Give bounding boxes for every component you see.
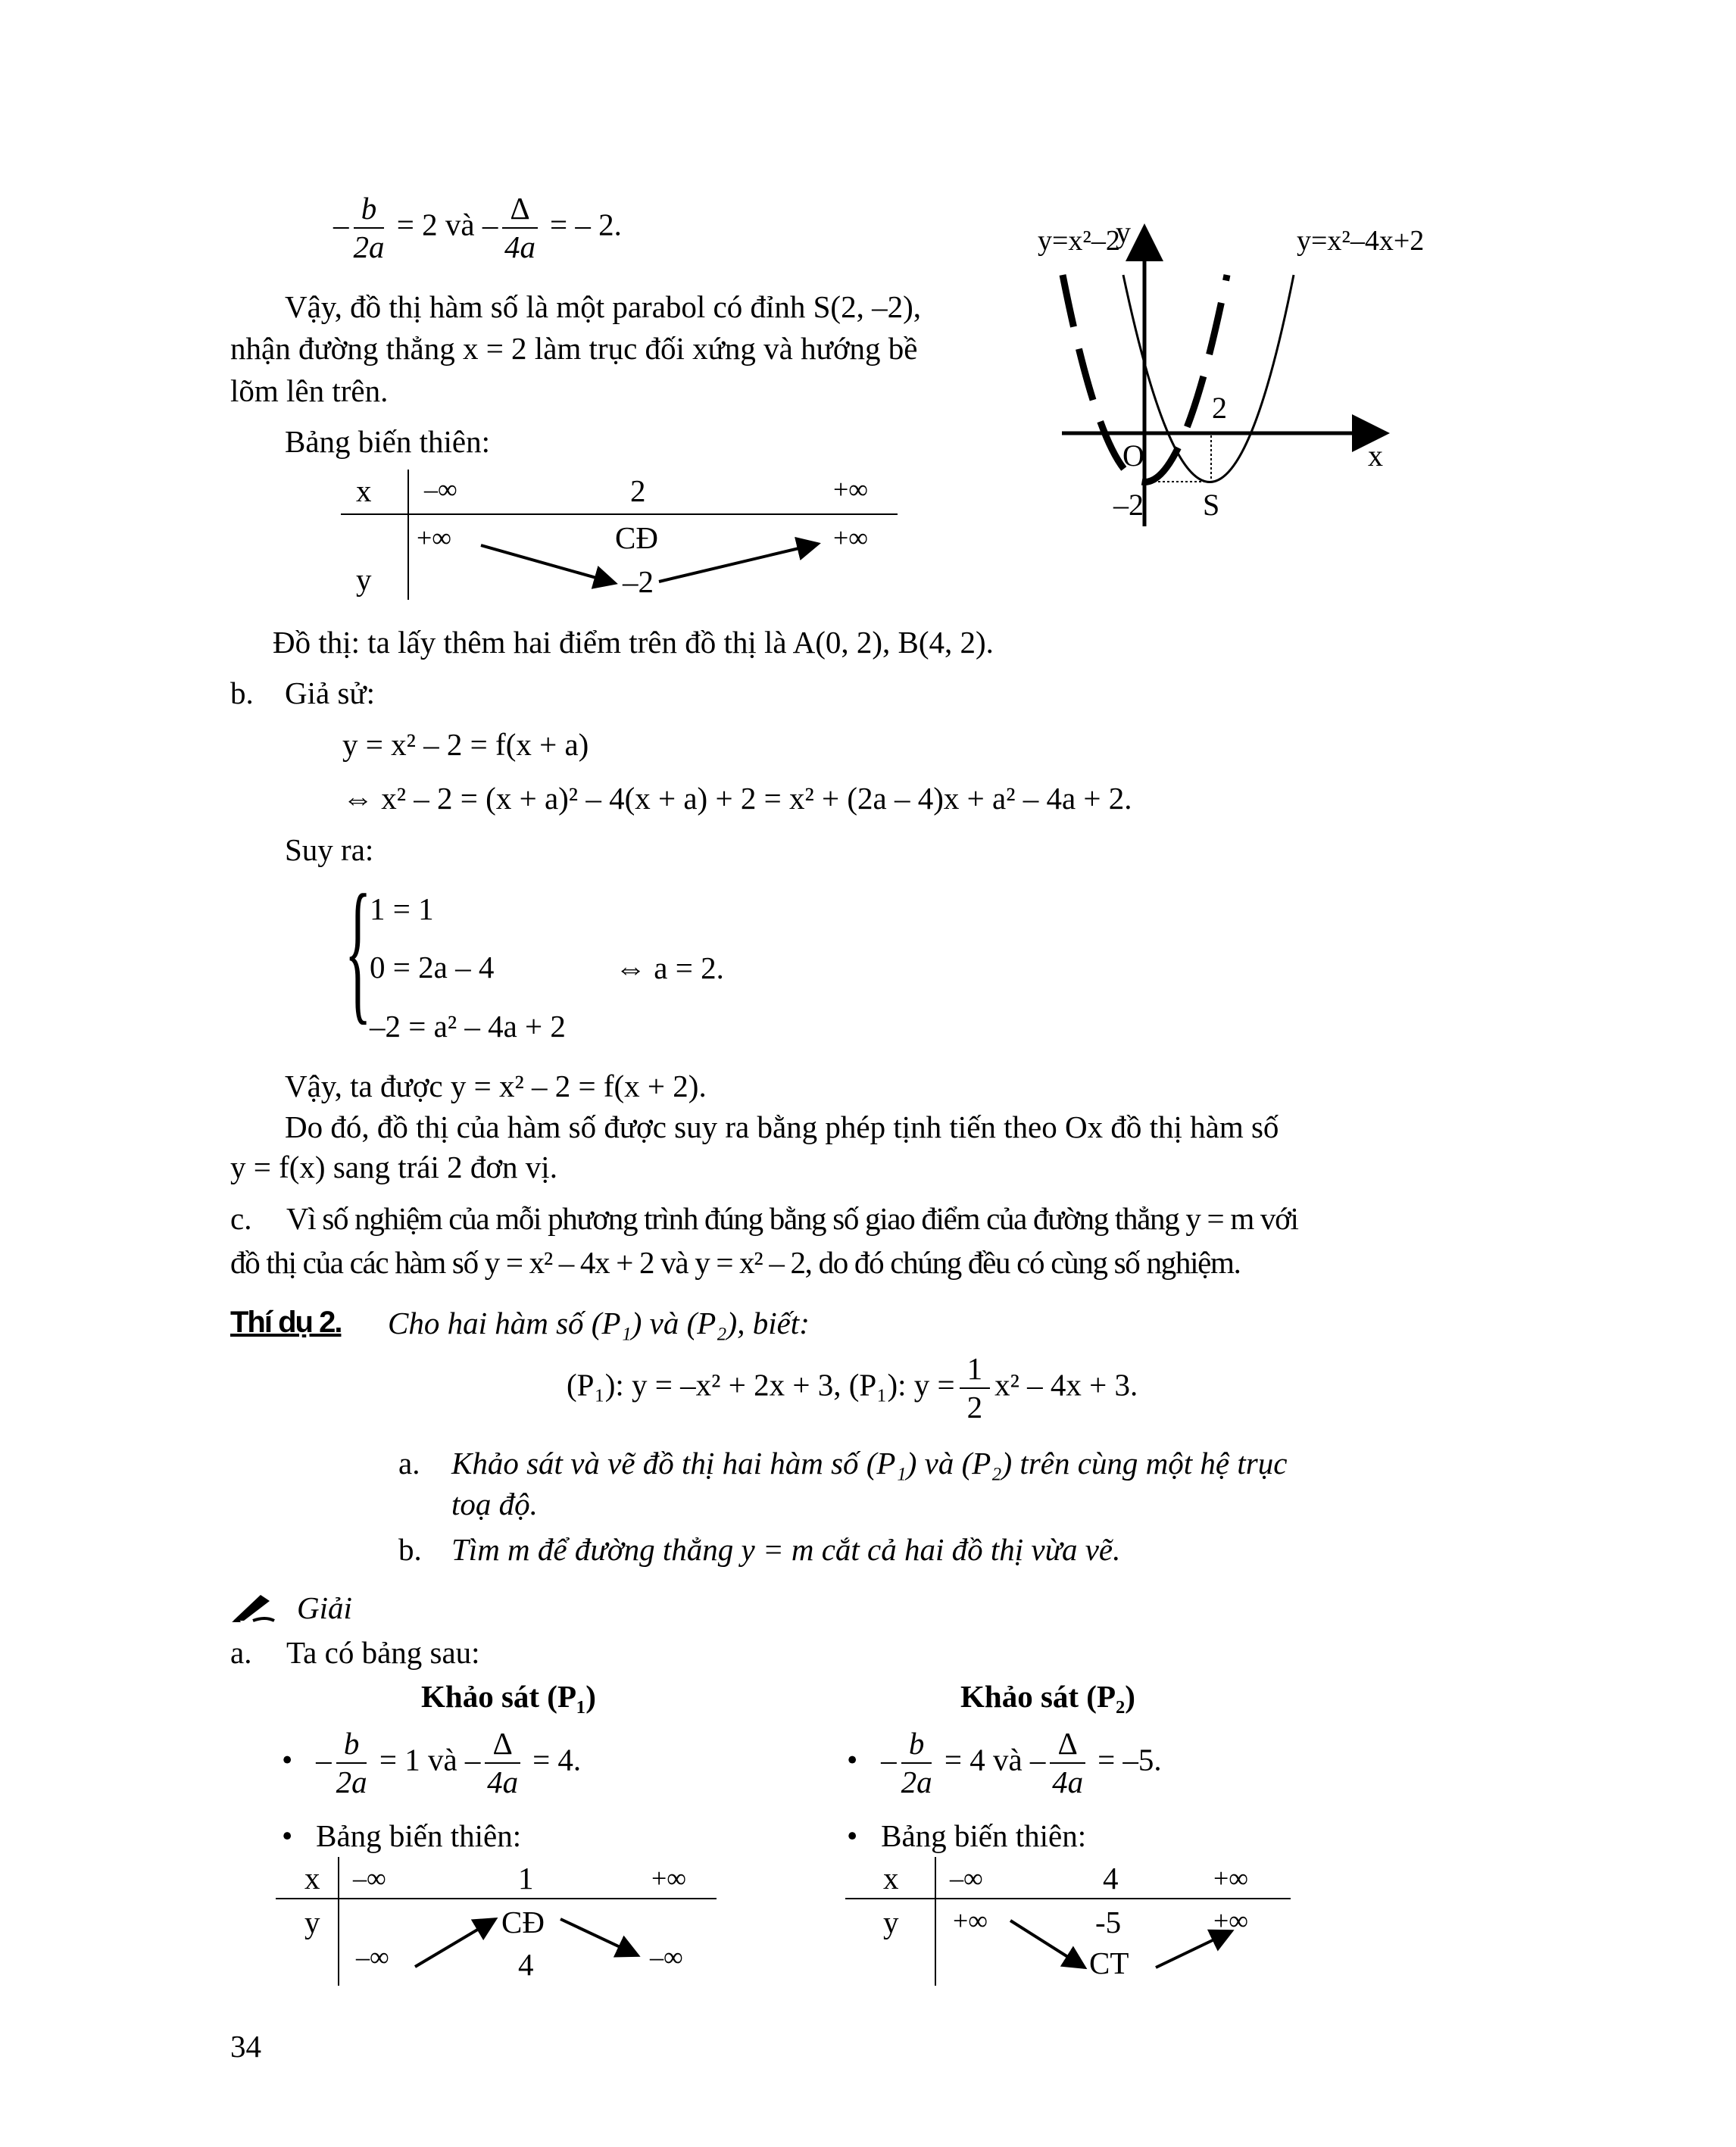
task-line: Tìm m để đường thẳng y = m cắt cả hai đồ thị vừa vẽ.: [451, 1532, 1121, 1567]
text: = – 2.: [549, 207, 622, 242]
label: Bảng biến thiên:: [316, 1818, 522, 1853]
text: = 4 và –: [944, 1742, 1046, 1777]
minus: –: [881, 1742, 897, 1777]
text: (P₁): y = –x² + 2x + 3, (P₁): y =: [567, 1367, 955, 1403]
denominator: 2a: [353, 229, 385, 264]
numerator: b: [354, 193, 385, 229]
minus: –: [333, 207, 349, 242]
paragraph-line: lõm lên trên.: [230, 373, 389, 408]
fraction: [336, 1728, 367, 1798]
x-label: x: [356, 473, 372, 508]
arrows: [341, 470, 898, 602]
x-value: –∞: [353, 1863, 386, 1893]
text: = –5.: [1097, 1742, 1162, 1777]
example-formula: [567, 1353, 1138, 1423]
parabola-x2-4x+2: [1123, 275, 1294, 482]
text: = 2 và –: [396, 207, 498, 242]
y-value: –∞: [356, 1942, 389, 1972]
minus: –: [316, 1742, 332, 1777]
system-equation: 1 = 1: [370, 891, 434, 926]
bullet: •: [847, 1818, 858, 1853]
example-intro: Cho hai hàm số (P₁) và (P₂), biết:: [388, 1306, 810, 1340]
bullet: •: [282, 1742, 293, 1777]
x-value: 2: [630, 473, 646, 508]
x-value: –∞: [950, 1863, 983, 1893]
paragraph-line: Giả sử:: [285, 676, 376, 710]
task-line: Khảo sát và vẽ đồ thị hai hàm số (P₁) và (P₂) trên cùng một hệ trục: [451, 1446, 1288, 1481]
y-value: +∞: [953, 1905, 988, 1936]
fraction: [960, 1353, 991, 1423]
equation: ⇔ x² – 2 = (x + a)² – 4(x + a) + 2 = x² + (2a – 4)x + a² – 4a + 2.: [342, 781, 1132, 816]
numerator: Δ: [502, 193, 537, 229]
paragraph-line: Đồ thị: ta lấy thêm hai điểm trên đồ thị là A(0, 2), B(4, 2).: [273, 625, 994, 660]
paragraph-line: Vậy, đồ thị hàm số là một parabol có đỉnh S(2, –2),: [285, 289, 921, 324]
decreasing-arrow: [481, 545, 615, 583]
paragraph-line: Vì số nghiệm của mỗi phương trình đúng bằng số giao điểm của đường thẳng y = m với: [286, 1201, 1298, 1236]
p2-title: Khảo sát (P₂): [960, 1679, 1135, 1714]
increasing-arrow: [659, 544, 818, 582]
denominator: 4a: [487, 1765, 519, 1799]
denominator: 4a: [504, 229, 536, 264]
fraction: [502, 193, 537, 263]
y-value: 4: [518, 1947, 534, 1982]
increasing-arrow: [1156, 1931, 1232, 1968]
decreasing-arrow: [1010, 1921, 1085, 1968]
denominator: 4a: [1052, 1765, 1084, 1799]
table-label: Bảng biến thiên:: [285, 424, 491, 459]
decreasing-arrow: [560, 1919, 638, 1955]
fraction: [901, 1728, 932, 1798]
task-line: toạ độ.: [451, 1487, 538, 1521]
p1-variation-table: [276, 1857, 717, 1987]
x-value: 1: [518, 1861, 534, 1896]
y-label: y: [883, 1905, 899, 1939]
p2-vertex: [847, 1728, 1162, 1798]
p1-table-label: [282, 1818, 522, 1853]
vertex-label: S: [1203, 488, 1220, 522]
item-marker: b.: [230, 676, 254, 710]
paragraph-line: y = f(x) sang trái 2 đơn vị.: [230, 1150, 557, 1184]
p1-title: Khảo sát (P₁): [421, 1679, 596, 1714]
task-marker: a.: [398, 1446, 420, 1481]
text: = 4.: [532, 1742, 582, 1777]
numerator: Δ: [1050, 1728, 1085, 1764]
system-result: ⇔ a = 2.: [615, 950, 724, 985]
equation: y = x² – 2 = f(x + a): [342, 727, 589, 762]
arrows: [276, 1857, 717, 1987]
page-number: 34: [230, 2029, 261, 2064]
paragraph-line: Suy ra:: [285, 832, 374, 867]
y-value: –2: [623, 564, 654, 599]
solution-label: Giải: [297, 1590, 352, 1625]
denominator: 2a: [336, 1765, 367, 1799]
x-axis-label: x: [1368, 438, 1383, 473]
y-value: –∞: [650, 1942, 683, 1972]
system-brace: {: [345, 863, 372, 1038]
x-value: +∞: [833, 474, 868, 504]
paragraph-line: Do đó, đồ thị của hàm số được suy ra bằng phép tịnh tiến theo Ox đồ thị hàm số: [285, 1109, 1279, 1144]
fraction: [354, 193, 385, 263]
paragraph-line: Vậy, ta được y = x² – 2 = f(x + 2).: [285, 1069, 707, 1103]
paragraph-line: Ta có bảng sau:: [286, 1635, 480, 1670]
denominator: 2a: [901, 1765, 932, 1799]
arrows: [845, 1857, 1291, 1987]
curve-label: y=x²–2: [1038, 225, 1120, 257]
item-marker: c.: [230, 1201, 252, 1236]
vertex-formula: [333, 193, 622, 263]
curve-label: y=x²–4x+2: [1297, 225, 1425, 257]
tick-label: 2: [1212, 391, 1227, 425]
p2-table-label: [847, 1818, 1087, 1853]
fraction: [485, 1728, 520, 1798]
origin-label: O: [1122, 438, 1144, 473]
extremum-label: CĐ: [501, 1905, 545, 1939]
x-value: –∞: [424, 474, 457, 504]
tick-label: –2: [1113, 488, 1144, 522]
denominator: 2: [966, 1390, 983, 1425]
numerator: 1: [960, 1353, 991, 1389]
x-label: x: [883, 1861, 899, 1896]
x-value: +∞: [1213, 1863, 1248, 1893]
variation-table: [341, 470, 898, 602]
x-label: x: [304, 1861, 320, 1896]
extremum-label: CĐ: [615, 520, 658, 555]
y-value: +∞: [1213, 1905, 1248, 1936]
example-heading: Thí dụ 2.: [230, 1306, 342, 1339]
paragraph-line: đồ thị của các hàm số y = x² – 4x + 2 và y = x² – 2, do đó chúng đều có cùng số nghiệm.: [230, 1245, 1241, 1280]
bullet: •: [282, 1818, 293, 1853]
y-label: y: [356, 562, 372, 597]
parabola-graph: [1023, 204, 1477, 538]
increasing-arrow: [415, 1919, 495, 1967]
y-value: +∞: [417, 523, 451, 553]
system-equation: 0 = 2a – 4: [370, 950, 495, 985]
text: = 1 và –: [379, 1742, 481, 1777]
text: x² – 4x + 3.: [994, 1367, 1138, 1403]
y-value: -5: [1095, 1905, 1122, 1939]
numerator: b: [336, 1728, 367, 1764]
y-label: y: [304, 1905, 320, 1939]
extremum-label: CT: [1089, 1946, 1129, 1980]
label: Bảng biến thiên:: [881, 1818, 1087, 1853]
bullet: •: [847, 1742, 858, 1777]
numerator: Δ: [485, 1728, 520, 1764]
writing-hand-icon: [230, 1590, 277, 1629]
numerator: b: [901, 1728, 932, 1764]
p2-variation-table: [845, 1857, 1291, 1987]
y-axis-label: y: [1116, 215, 1131, 249]
fraction: [1050, 1728, 1085, 1798]
x-value: +∞: [651, 1863, 686, 1893]
x-value: 4: [1103, 1861, 1119, 1896]
system-equation: –2 = a² – 4a + 2: [370, 1009, 566, 1044]
paragraph-line: nhận đường thẳng x = 2 làm trục đối xứng và hướng bề: [230, 331, 918, 366]
task-marker: b.: [398, 1532, 422, 1567]
y-value: +∞: [833, 523, 868, 553]
item-marker: a.: [230, 1635, 252, 1670]
p1-vertex: [282, 1728, 581, 1798]
